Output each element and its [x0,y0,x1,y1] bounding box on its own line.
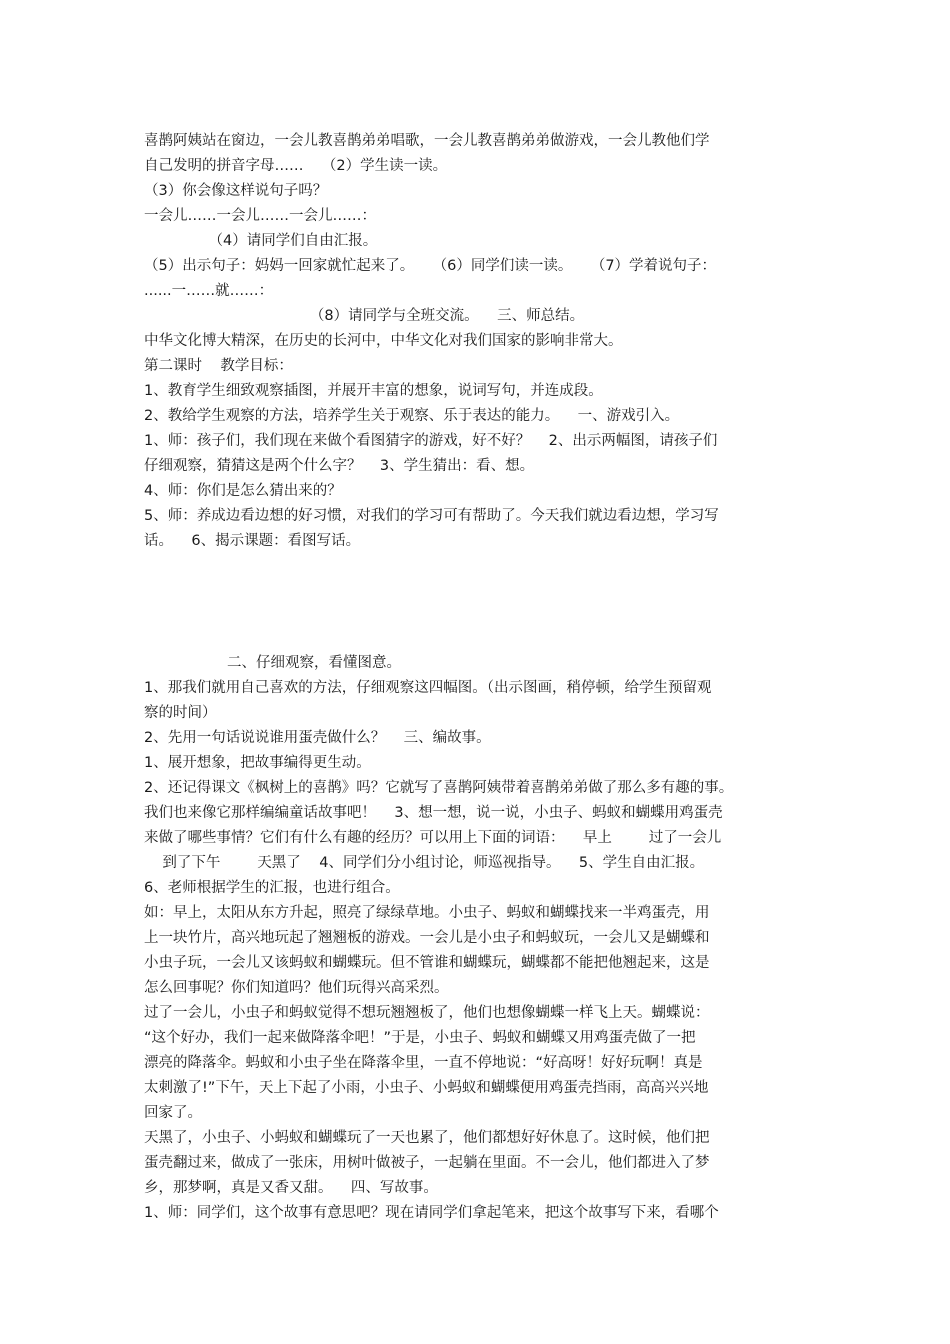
text-line: （4）请同学们自由汇报。 [144,233,378,249]
text-line: “这个好办，我们一起来做降落伞吧！”于是，小虫子、蚂蚁和蝴蝶又用鸡蛋壳做了一把 [144,1030,696,1046]
text-line: 自己发明的拼音字母…… （2）学生读一读。 [144,158,448,174]
text-line: （5）出示句子：妈妈一回家就忙起来了。 （6）同学们读一读。 （7）学着说句子： [144,258,717,274]
text-line: 2、教给学生观察的方法，培养学生关于观察、乐于表达的能力。 一、游戏引入。 [144,408,680,424]
text-line: 中华文化博大精深，在历史的长河中，中华文化对我们国家的影响非常大。 [144,333,623,349]
text-line: 第二课时 教学目标： [144,358,293,374]
text-line: 我们也来像它那样编编童话故事吧！ 3、想一想，说一说，小虫子、蚂蚁和蝴蝶用鸡蛋壳 [144,805,723,821]
text-line: 1、那我们就用自己喜欢的方法，仔细观察这四幅图。（出示图画，稍停顿，给学生预留观 [144,680,712,696]
text-line: 太刺激了!”下午，天上下起了小雨，小虫子、小蚂蚁和蝴蝶便用鸡蛋壳挡雨，高高兴兴地 [144,1080,709,1096]
text-line: 小虫子玩，一会儿又该蚂蚁和蝴蝶玩。但不管谁和蝴蝶玩，蝴蝶都不能把他翘起来，这是 [144,955,710,971]
text-line: 4、师：你们是怎么猜出来的？ [144,483,342,499]
text-line: 漂亮的降落伞。蚂蚁和小虫子坐在降落伞里，一直不停地说：“好高呀！好好玩啊！真是 [144,1055,703,1071]
text-line: 天黑了，小虫子、小蚂蚁和蝴蝶玩了一天也累了，他们都想好好休息了。这时候，他们把 [144,1130,710,1146]
text-line: 2、先用一句话说说谁用蛋壳做什么？ 三、编故事。 [144,730,491,746]
text-line: 过了一会儿，小虫子和蚂蚁觉得不想玩翘翘板了，他们也想像蝴蝶一样飞上天。蝴蝶说： [144,1005,710,1021]
text-section-upper [144,129,824,554]
text-line: 上一块竹片，高兴地玩起了翘翘板的游戏。一会儿是小虫子和蚂蚁玩，一会儿又是蝴蝶和 [144,930,710,946]
text-line: ......一……就……： [144,283,274,299]
text-line: 仔细观察，猜猜这是两个什么字？ 3、学生猜出：看、想。 [144,458,535,474]
text-line: 喜鹊阿姨站在窗边，一会儿教喜鹊弟弟唱歌，一会儿教喜鹊弟弟做游戏，一会儿教他们学 [144,133,710,149]
text-line: 话。 6、揭示课题：看图写话。 [144,533,361,549]
text-line: 察的时间） [144,705,217,721]
text-line: 怎么回事呢？你们知道吗？他们玩得兴高采烈。 [144,980,449,996]
text-line: （8）请同学与全班交流。 三、师总结。 [144,308,585,324]
text-line: 来做了哪些事情？它们有什么有趣的经历？可以用上下面的词语： 早上 过了一会儿 [144,830,722,846]
text-line: 二、仔细观察，看懂图意。 [144,655,401,671]
text-line: 如：早上，太阳从东方升起，照亮了绿绿草地。小虫子、蚂蚁和蝴蝶找来一半鸡蛋壳，用 [144,905,710,921]
text-line: 2、还记得课文《枫树上的喜鹊》吗？它就写了喜鹊阿姨带着喜鹊弟弟做了那么多有趣的事。 [144,780,734,796]
text-line: 乡，那梦啊，真是又香又甜。 四、写故事。 [144,1180,438,1196]
text-line: 1、教育学生细致观察插图，并展开丰富的想象，说词写句，并连成段。 [144,383,603,399]
text-line: 蛋壳翻过来，做成了一张床，用树叶做被子，一起躺在里面。不一会儿，他们都进入了梦 [144,1155,710,1171]
text-line: 5、师：养成边看边想的好习惯，对我们的学习可有帮助了。今天我们就边看边想，学习写 [144,508,719,524]
text-line: 1、师：孩子们，我们现在来做个看图猜字的游戏，好不好？ 2、出示两幅图，请孩子们 [144,433,718,449]
text-section-lower [144,651,824,1226]
text-line: 1、展开想象，把故事编得更生动。 [144,755,371,771]
text-line: 1、师：同学们，这个故事有意思吧？现在请同学们拿起笔来，把这个故事写下来，看哪个 [144,1205,719,1221]
text-line: 6、老师根据学生的汇报，也进行组合。 [144,880,400,896]
text-line: 到了下午 天黑了 4、同学们分小组讨论，师巡视指导。 5、学生自由汇报。 [144,855,705,871]
text-line: 回家了。 [144,1105,202,1121]
text-line: （3）你会像这样说句子吗？ [144,183,328,199]
text-line: 一会儿……一会儿……一会儿……： [144,208,376,224]
